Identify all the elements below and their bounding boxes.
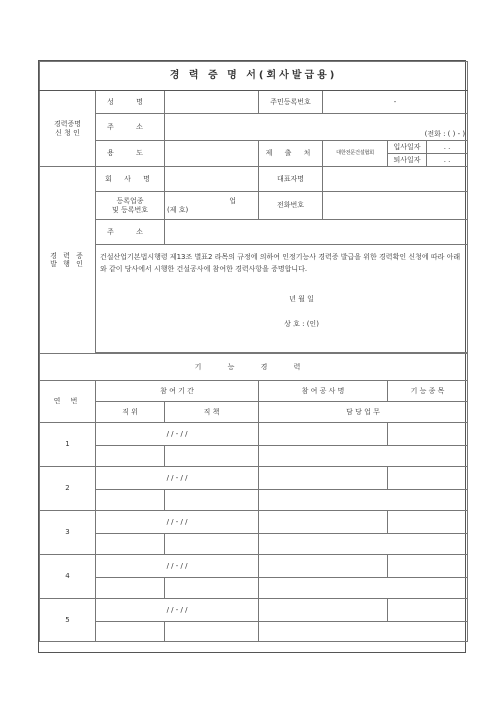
duty-field[interactable] — [165, 446, 259, 467]
project-field[interactable] — [259, 423, 388, 446]
address-label: 주 소 — [96, 114, 165, 141]
purpose-field[interactable] — [165, 141, 259, 167]
period-field[interactable]: / / - / / — [96, 599, 259, 622]
row-number: 4 — [40, 555, 96, 599]
phone-text: (전화 : ( ) - ) — [424, 129, 466, 138]
task-field[interactable] — [259, 446, 468, 467]
rrn-field[interactable]: - — [323, 91, 468, 114]
column-task: 담 당 업 무 — [259, 402, 468, 423]
position-field[interactable] — [96, 534, 165, 555]
submit-to-label: 제 출 처 — [259, 141, 323, 167]
period-field[interactable]: / / - / / — [96, 555, 259, 578]
phone-label: 전화번호 — [259, 192, 323, 220]
duty-field[interactable] — [165, 578, 259, 599]
position-field[interactable] — [96, 578, 165, 599]
task-field[interactable] — [259, 622, 468, 642]
company-name-field[interactable] — [165, 167, 259, 192]
skill-field[interactable] — [388, 423, 468, 446]
leave-date-field[interactable]: . . — [427, 154, 468, 167]
issuer-address-field[interactable] — [165, 220, 468, 245]
name-field[interactable] — [165, 91, 259, 114]
certification-statement — [96, 245, 468, 353]
task-field[interactable] — [259, 578, 468, 599]
representative-label: 대표자명 — [259, 167, 323, 192]
business-type-top: 업 — [229, 197, 236, 206]
company-seal-line: 상 호 : (인) — [284, 319, 319, 328]
statement-text: 건설산업기본법시행령 제13조 별표2 라목의 규정에 의하여 인정기능사 경력증 발급을 위한 경력확인 신청에 따라 아래와 같이 당사에서 시행한 건설공사에 참여한 경력사항을 증명합니다. — [100, 253, 461, 274]
period-field[interactable]: / / - / / — [96, 467, 259, 490]
business-type-field[interactable] — [165, 192, 259, 220]
address-field[interactable] — [165, 114, 468, 141]
column-no: 연 번 — [40, 381, 96, 423]
rrn-label: 주민등록번호 — [259, 91, 323, 114]
row-number: 5 — [40, 599, 96, 642]
form-table — [39, 61, 468, 642]
duty-field[interactable] — [165, 622, 259, 642]
name-label: 성 명 — [96, 91, 165, 114]
join-date-field[interactable]: . . — [427, 141, 468, 154]
duty-field[interactable] — [165, 490, 259, 511]
business-number: (제 호) — [167, 205, 189, 214]
skill-field[interactable] — [388, 555, 468, 578]
position-field[interactable] — [96, 490, 165, 511]
row-number: 2 — [40, 467, 96, 511]
column-skill: 기 능 종 목 — [388, 381, 468, 402]
position-field[interactable] — [96, 446, 165, 467]
row-number: 1 — [40, 423, 96, 467]
project-field[interactable] — [259, 511, 388, 534]
career-section-title: 기 능 경 력 — [40, 354, 468, 381]
phone-field[interactable] — [323, 192, 468, 220]
issue-date-line: 년 월 일 — [289, 294, 314, 303]
project-field[interactable] — [259, 555, 388, 578]
applicant-section-label: 경력증명 신 청 인 — [40, 91, 96, 167]
submit-to-value: 대한전문건설협회 — [323, 141, 388, 167]
task-field[interactable] — [259, 534, 468, 555]
purpose-label: 용 도 — [96, 141, 165, 167]
column-project: 참 여 공 사 명 — [259, 381, 388, 402]
career-certificate-form — [38, 60, 466, 653]
period-field[interactable]: / / - / / — [96, 511, 259, 534]
company-name-label: 회 사 명 — [96, 167, 165, 192]
duty-field[interactable] — [165, 534, 259, 555]
task-field[interactable] — [259, 490, 468, 511]
period-field[interactable]: / / - / / — [96, 423, 259, 446]
skill-field[interactable] — [388, 467, 468, 490]
form-title: 경 력 증 명 서(회사발급용) — [40, 62, 468, 91]
column-period: 참 여 기 간 — [96, 381, 259, 402]
business-type-label: 등록업종 및 등록번호 — [96, 192, 165, 220]
leave-date-label: 퇴사일자 — [388, 154, 427, 167]
row-number: 3 — [40, 511, 96, 555]
issuer-section-label: 경 력 증 발 행 인 — [40, 167, 96, 354]
column-duty: 직 책 — [165, 402, 259, 423]
project-field[interactable] — [259, 599, 388, 622]
skill-field[interactable] — [388, 511, 468, 534]
join-date-label: 입사일자 — [388, 141, 427, 154]
column-position: 직 위 — [96, 402, 165, 423]
issuer-address-label: 주 소 — [96, 220, 165, 245]
skill-field[interactable] — [388, 599, 468, 622]
project-field[interactable] — [259, 467, 388, 490]
position-field[interactable] — [96, 622, 165, 642]
representative-field[interactable] — [323, 167, 468, 192]
